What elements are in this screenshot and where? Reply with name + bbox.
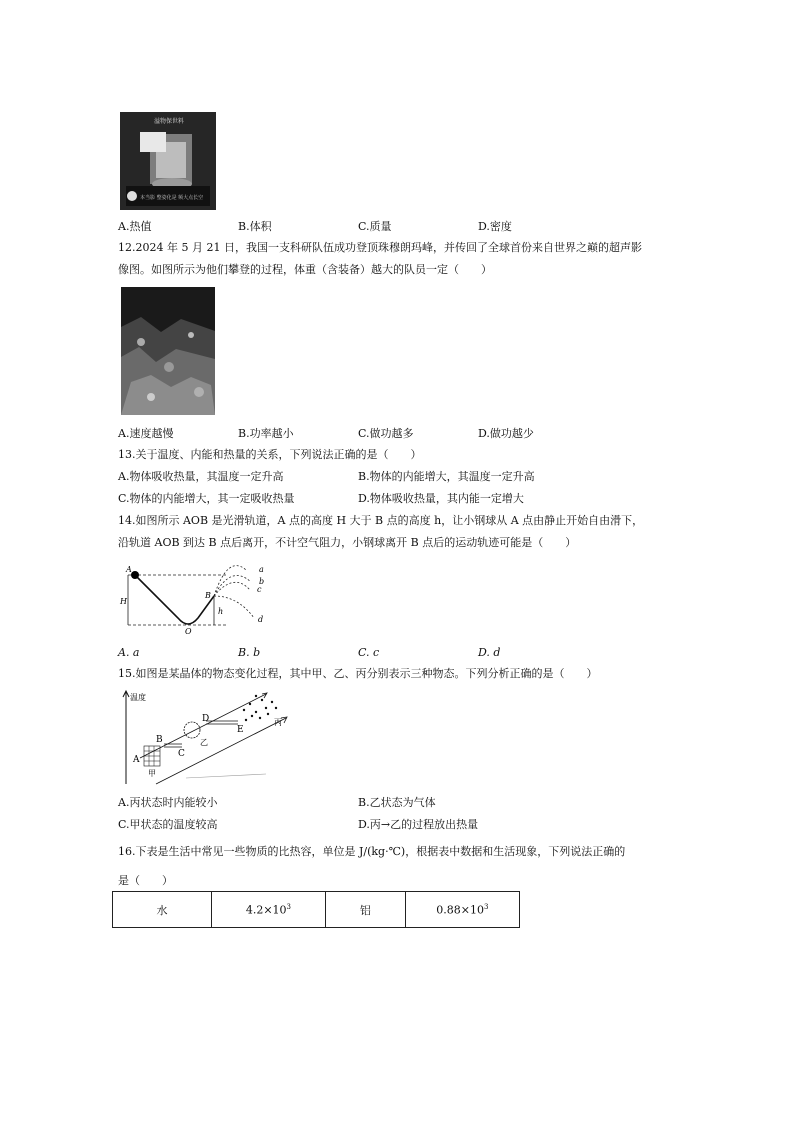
q15-label-C: C (178, 749, 185, 759)
q15-stem: 15.如图是某晶体的物态变化过程，其中甲、乙、丙分别表示三种物态。下列分析正确的是（ ） (118, 667, 598, 680)
q14-track-diagram (116, 560, 272, 634)
q12-option-a: A.速度越慢 (118, 427, 174, 440)
q14-label-B: B (205, 591, 211, 600)
q12-option-d: D.做功越少 (478, 427, 534, 440)
q15-option-c: C.甲状态的温度较高 (118, 818, 218, 831)
q11-photo-top-text: 溢物保世料 (154, 118, 185, 125)
q14-option-b: B. b (238, 646, 261, 659)
q14-stem-line1: 14.如图所示 AOB 是光滑轨道，A 点的高度 H 大于 B 点的高度 h，让小钢球从 A 点由静止开始自由滑下， (118, 514, 644, 527)
q12-stem-line1: 12.2024 年 5 月 21 日，我国一支科研队伍成功登顶珠穆朗玛峰，并传回了全球首份来自世界之巅的超声影 (118, 241, 642, 254)
q15-gas-particles (243, 695, 277, 721)
q14-label-c: c (257, 585, 262, 594)
q14-option-c: C. c (358, 646, 380, 659)
specific-heat-table (112, 891, 520, 928)
value-exponent: 3 (484, 902, 489, 911)
q14-label-d: d (258, 615, 264, 624)
q12-stem-line2: 像图。如图所示为他们攀登的过程，体重（含装备）越大的队员一定（ ） (118, 263, 492, 276)
value-mantissa: 4.2×10 (245, 903, 287, 917)
q16-stem-line1: 16.下表是生活中常见一些物质的比热容，单位是 J/(kg·℃)，根据表中数据和生活现象，下列说法正确的 (118, 845, 626, 858)
table-cell-value-1 (211, 892, 325, 928)
q14-stem-line2: 沿轨道 AOB 到达 B 点后离开，不计空气阻力，小钢球离开 B 点后的运动轨迹可能是（ ） (118, 536, 577, 549)
q12-option-b: B.功率越小 (238, 427, 294, 440)
q15-axis-label: 温度 (130, 693, 146, 702)
q15-label-A: A (133, 755, 140, 765)
q14-label-O: O (185, 627, 192, 634)
q12-option-c: C.做功越多 (358, 427, 414, 440)
q15-option-a: A.丙状态时内能较小 (118, 796, 218, 809)
q14-label-h: h (218, 607, 224, 616)
q11-option-a: A.热值 (118, 220, 152, 233)
q11-photo-bottom-text: 本当影 整姿化是 频大点长空 (140, 195, 204, 201)
q11-photo (120, 112, 216, 210)
q12-photo-image (121, 287, 215, 415)
q11-option-d: D.密度 (478, 220, 512, 233)
q15-label-D: D (202, 714, 210, 724)
q13-option-a: A.物体吸收热量，其温度一定升高 (118, 470, 284, 483)
value-exponent: 3 (286, 902, 292, 911)
q14-option-d: D. d (478, 646, 501, 659)
q15-label-B: B (156, 735, 163, 745)
q15-label-yi: 乙 (200, 738, 208, 747)
q15-label-E: E (237, 725, 244, 735)
q15-option-b: B.乙状态为气体 (358, 796, 436, 809)
q13-option-d: D.物体吸收热量，其内能一定增大 (358, 492, 524, 505)
q11-option-c: C.质量 (358, 220, 392, 233)
q13-option-c: C.物体的内能增大，其一定吸收热量 (118, 492, 295, 505)
table-cell-value-2 (405, 892, 519, 928)
q14-label-a-point: A (126, 565, 132, 574)
q14-label-H: H (120, 597, 127, 606)
q12-photo (121, 287, 215, 415)
table-row (113, 892, 520, 928)
q15-label-jia: 甲 (148, 769, 156, 778)
q16-stem-line2: 是（ ） (118, 874, 173, 887)
table-cell-substance-2: 铝 (325, 892, 405, 928)
q14-option-a: A. a (118, 646, 140, 659)
value-mantissa: 0.88×10 (436, 903, 484, 917)
q14-label-a: a (259, 565, 264, 574)
q15-option-d: D.丙→乙的过程放出热量 (358, 818, 479, 831)
q15-phase-diagram (116, 688, 306, 786)
q13-stem: 13.关于温度、内能和热量的关系，下列说法正确的是（ ） (118, 448, 422, 461)
q15-label-bing: 丙 (274, 718, 282, 727)
q11-option-b: B.体积 (238, 220, 272, 233)
q13-option-b: B.物体的内能增大，其温度一定升高 (358, 470, 535, 483)
q14-label-b: b (259, 577, 265, 586)
table-cell-substance-1: 水 (113, 892, 212, 928)
